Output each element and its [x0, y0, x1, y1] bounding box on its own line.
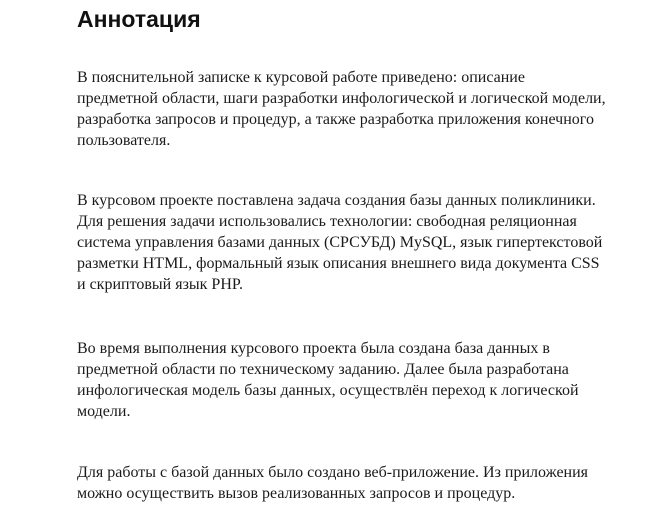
paragraph-line: можно осуществить вызов реализованных запросов и процедур. — [77, 485, 516, 502]
annotation-paragraph-3 — [77, 338, 652, 422]
paragraph-line: инфологическая модель базы данных, осуществлён переход к логической — [77, 382, 579, 399]
paragraph-line: разметки HTML, формальный язык описания внешнего вида документа CSS — [77, 255, 600, 272]
annotation-paragraph-2 — [77, 190, 652, 295]
page-title: Аннотация — [77, 6, 201, 32]
paragraph-line: система управления базами данных (СРСУБД) MySQL, язык гипертекстовой — [77, 234, 603, 251]
paragraph-line: Для работы с базой данных было создано веб-приложение. Из приложения — [77, 464, 589, 481]
paragraph-line: модели. — [77, 403, 131, 420]
paragraph-line: пользователя. — [77, 132, 171, 149]
paragraph-line: Для решения задачи использовались технологии: свободная реляционная — [77, 213, 577, 230]
paragraph-line: и скриптовый язык PHP. — [77, 276, 243, 293]
paragraph-line: В курсовом проекте поставлена задача создания базы данных поликлиники. — [77, 192, 596, 209]
paragraph-line: Во время выполнения курсового проекта была создана база данных в — [77, 340, 550, 357]
annotation-paragraph-1 — [77, 67, 652, 151]
paragraph-line: предметной области по техническому заданию. Далее была разработана — [77, 361, 569, 378]
paragraph-line: В пояснительной записке к курсовой работе приведено: описание — [77, 69, 525, 86]
paragraph-line: разработка запросов и процедур, а также разработка приложения конечного — [77, 111, 594, 128]
annotation-paragraph-4 — [77, 462, 652, 504]
paragraph-line: предметной области, шаги разработки инфологической и логической модели, — [77, 90, 606, 107]
